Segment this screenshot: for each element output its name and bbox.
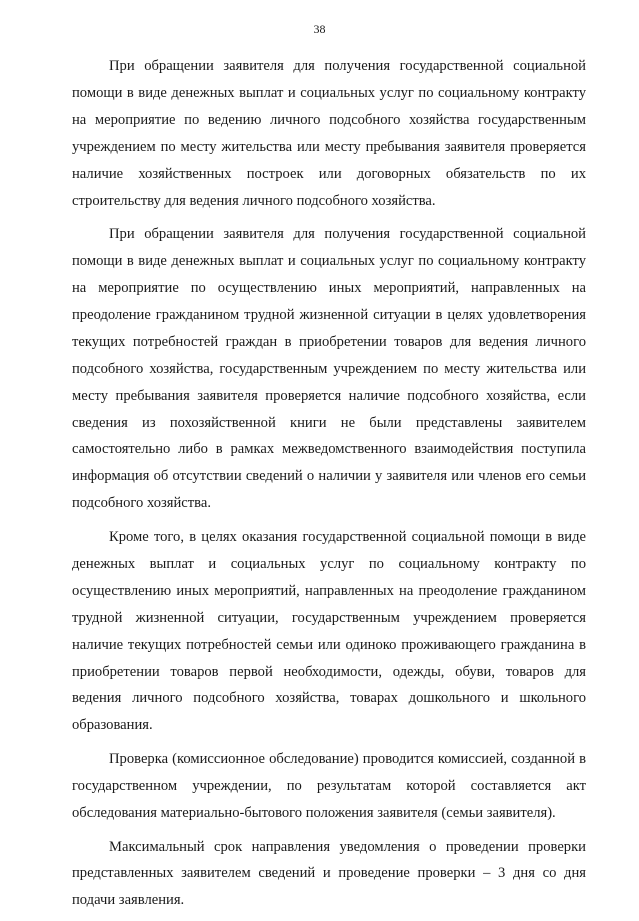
paragraph-commission-inspection: Проверка (комиссионное обследование) проводится комиссией, созданной в государственном учреждении, по результатам которой составляется акт обследования материально-бытового положения заявителя (семьи заявителя). (72, 751, 586, 821)
paragraph-household-buildings-check: При обращении заявителя для получения государственной социальной помощи в виде денежных выплат и социальных услуг по социальному контракту на мероприятие по ведению личного подсобного хозяйства государственным учреждением по месту жительства или месту пребывания заявителя проверяется наличие хозяйственных построек или договорных обязательств по их строительству для ведения личного подсобного хозяйства. (72, 58, 586, 209)
paragraph-subsidiary-farm-check: При обращении заявителя для получения государственной социальной помощи в виде денежных выплат и социальных услуг по социальному контракту на мероприятие по осуществлению иных мероприятий, направленных на преодоление гражданином трудной жизненной ситуации в целях удовлетворения текущих потребностей граждан в приобретении товаров для ведения личного подсобного хозяйства, государственным учреждением по месту жительства или месту пребывания заявителя проверяется наличие подсобного хозяйства, если сведения из похозяйственной книги не были представлены заявителем самостоятельно либо в рамках межведомственного взаимодействия поступила информация об отсутствии сведений о наличии у заявителя или членов его семьи подсобного хозяйства. (72, 226, 586, 512)
paragraph-notification-deadline: Максимальный срок направления уведомления о проведении проверки представленных заявителем сведений и проведение проверки – 3 дня со дня подачи заявления. (72, 838, 586, 909)
page-number: 38 (313, 22, 326, 36)
document-body (72, 53, 586, 921)
paragraph-current-needs-check: Кроме того, в целях оказания государственной социальной помощи в виде денежных выплат и социальных услуг по социальному контракту по осуществлению иных мероприятий, направленных на преодоление гражданином трудной жизненной ситуации, государственным учреждением проверяется наличие текущих потребностей семьи или одиноко проживающего гражданина в приобретении товаров первой необходимости, одежды, обуви, товаров для ведения личного подсобного хозяйства, товарах дошкольного и школьного образования. (72, 529, 586, 734)
